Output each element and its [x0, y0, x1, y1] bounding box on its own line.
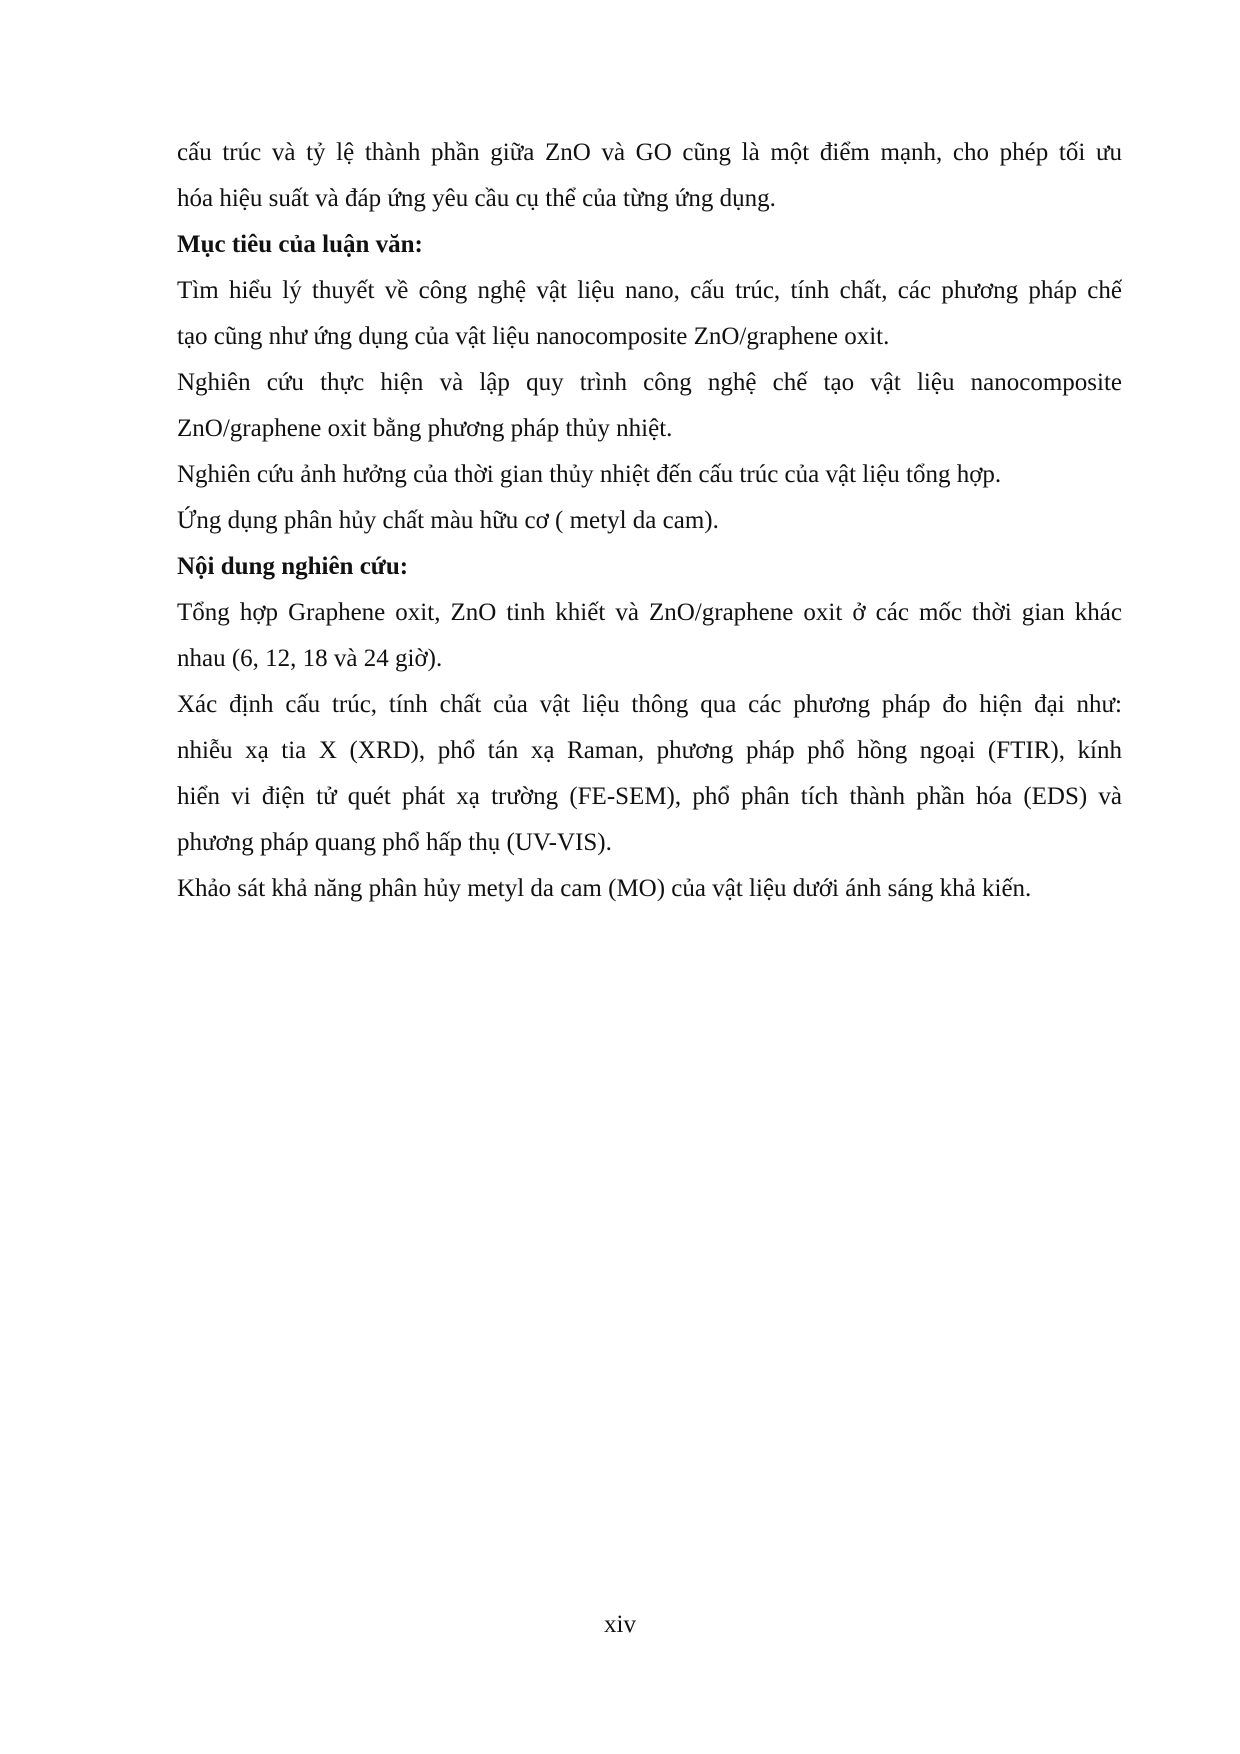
body-text-line: Tìm hiểu lý thuyết về công nghệ vật liệu nano, cấu trúc, tính chất, các phương pháp chế	[177, 277, 1122, 304]
body-text-line: Ứng dụng phân hủy chất màu hữu cơ ( metyl da cam).	[177, 507, 719, 534]
body-text-line: Tổng hợp Graphene oxit, ZnO tinh khiết và ZnO/graphene oxit ở các mốc thời gian khác	[177, 599, 1122, 626]
body-text-line: nhau (6, 12, 18 và 24 giờ).	[177, 645, 443, 672]
body-text-line: hóa hiệu suất và đáp ứng yêu cầu cụ thể của từng ứng dụng.	[177, 185, 776, 212]
body-text-line: phương pháp quang phổ hấp thụ (UV-VIS).	[177, 829, 612, 856]
document-body	[177, 130, 1122, 912]
body-text-line: Xác định cấu trúc, tính chất của vật liệu thông qua các phương pháp đo hiện đại như:	[177, 691, 1122, 718]
section-heading-content: Nội dung nghiên cứu:	[177, 553, 409, 580]
body-text-line: tạo cũng như ứng dụng của vật liệu nanocomposite ZnO/graphene oxit.	[177, 323, 890, 350]
body-text-line: Nghiên cứu ảnh hưởng của thời gian thủy nhiệt đến cấu trúc của vật liệu tổng hợp.	[177, 461, 1002, 488]
body-text-line: nhiễu xạ tia X (XRD), phổ tán xạ Raman, phương pháp phổ hồng ngoại (FTIR), kính	[177, 737, 1122, 764]
body-text-line: Khảo sát khả năng phân hủy metyl da cam (MO) của vật liệu dưới ánh sáng khả kiến.	[177, 875, 1032, 902]
section-heading-objectives: Mục tiêu của luận văn:	[177, 231, 423, 258]
body-text-line: hiển vi điện tử quét phát xạ trường (FE-SEM), phổ phân tích thành phần hóa (EDS) và	[177, 783, 1122, 810]
page-number: xiv	[604, 1611, 636, 1638]
body-text-line: Nghiên cứu thực hiện và lập quy trình công nghệ chế tạo vật liệu nanocomposite	[177, 369, 1122, 396]
body-text-line: cấu trúc và tỷ lệ thành phần giữa ZnO và GO cũng là một điểm mạnh, cho phép tối ưu	[177, 139, 1122, 166]
body-text-line: ZnO/graphene oxit bằng phương pháp thủy nhiệt.	[177, 415, 673, 442]
